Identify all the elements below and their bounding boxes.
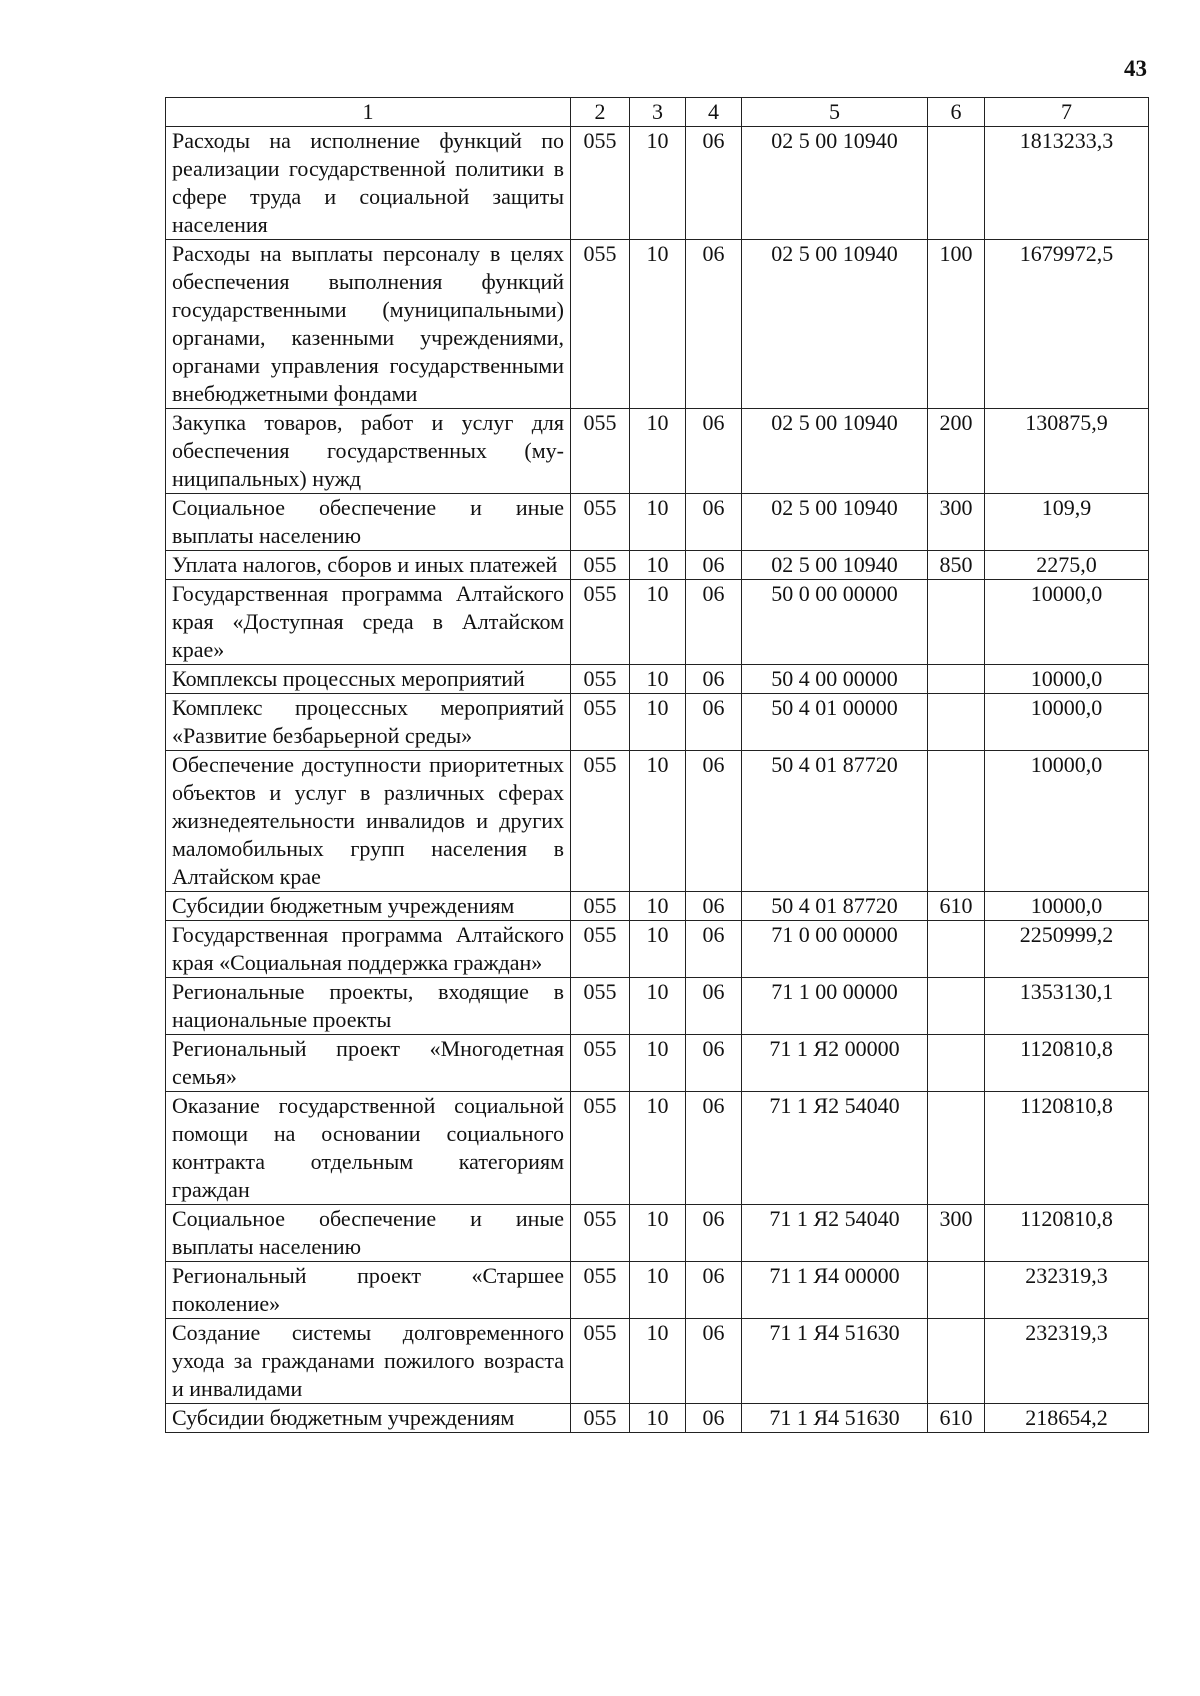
subsection-cell: 06: [686, 694, 742, 751]
header-row: [166, 98, 1149, 127]
table-row: [166, 1205, 1149, 1262]
section-cell: 10: [630, 409, 686, 494]
col-header: 2: [571, 98, 630, 127]
target-article-cell: 02 5 00 10940: [742, 494, 928, 551]
grbs-cell: 055: [571, 580, 630, 665]
subsection-cell: 06: [686, 1262, 742, 1319]
expense-type-cell: [928, 665, 985, 694]
row-name-cell: Оказание государственной социальной помощи на основании социального контракта отдельным категориям граждан: [166, 1092, 571, 1205]
expense-type-cell: [928, 921, 985, 978]
amount-cell: 10000,0: [985, 694, 1149, 751]
table-row: [166, 580, 1149, 665]
target-article-cell: 71 0 00 00000: [742, 921, 928, 978]
target-article-cell: 50 4 01 87720: [742, 892, 928, 921]
row-name-cell: Обеспечение доступности приоритетных объектов и услуг в различных сферах жизнедеятельности инвалидов и других маломобильных групп населения в Алтайском крае: [166, 751, 571, 892]
subsection-cell: 06: [686, 751, 742, 892]
row-name-cell: Субсидии бюджетным учреждениям: [166, 892, 571, 921]
table-row: [166, 1404, 1149, 1433]
target-article-cell: 02 5 00 10940: [742, 409, 928, 494]
section-cell: 10: [630, 1404, 686, 1433]
grbs-cell: 055: [571, 551, 630, 580]
subsection-cell: 06: [686, 580, 742, 665]
expense-type-cell: 610: [928, 892, 985, 921]
row-name-cell: Социальное обеспечение и иные выплаты населению: [166, 494, 571, 551]
section-cell: 10: [630, 551, 686, 580]
table-row: [166, 751, 1149, 892]
subsection-cell: 06: [686, 1404, 742, 1433]
grbs-cell: 055: [571, 1035, 630, 1092]
table-body: [166, 127, 1149, 1433]
subsection-cell: 06: [686, 921, 742, 978]
amount-cell: 10000,0: [985, 751, 1149, 892]
grbs-cell: 055: [571, 665, 630, 694]
expense-type-cell: [928, 978, 985, 1035]
row-name-cell: Субсидии бюджетным учреждениям: [166, 1404, 571, 1433]
row-name-cell: Закупка товаров, работ и услуг для обеспечения государственных (муниципальных) нужд: [166, 409, 571, 494]
expense-type-cell: 300: [928, 1205, 985, 1262]
page-number: 43: [1124, 56, 1147, 81]
target-article-cell: 02 5 00 10940: [742, 551, 928, 580]
table-row: [166, 551, 1149, 580]
amount-cell: 1813233,3: [985, 127, 1149, 240]
subsection-cell: 06: [686, 1205, 742, 1262]
section-cell: 10: [630, 580, 686, 665]
subsection-cell: 06: [686, 409, 742, 494]
amount-cell: 10000,0: [985, 892, 1149, 921]
expense-type-cell: [928, 1319, 985, 1404]
expense-type-cell: [928, 580, 985, 665]
grbs-cell: 055: [571, 494, 630, 551]
section-cell: 10: [630, 1262, 686, 1319]
subsection-cell: 06: [686, 665, 742, 694]
target-article-cell: 50 4 01 00000: [742, 694, 928, 751]
col-header: 4: [686, 98, 742, 127]
target-article-cell: 71 1 Я2 00000: [742, 1035, 928, 1092]
row-name-cell: Комплекс процессных мероприятий «Развитие безбарьерной среды»: [166, 694, 571, 751]
grbs-cell: 055: [571, 978, 630, 1035]
section-cell: 10: [630, 892, 686, 921]
target-article-cell: 71 1 Я2 54040: [742, 1205, 928, 1262]
expense-type-cell: 200: [928, 409, 985, 494]
row-name-cell: Региональный проект «Многодетная семья»: [166, 1035, 571, 1092]
grbs-cell: 055: [571, 694, 630, 751]
grbs-cell: 055: [571, 409, 630, 494]
amount-cell: 130875,9: [985, 409, 1149, 494]
amount-cell: 1120810,8: [985, 1205, 1149, 1262]
col-header: 3: [630, 98, 686, 127]
section-cell: 10: [630, 1319, 686, 1404]
table-row: [166, 1035, 1149, 1092]
expense-type-cell: [928, 1035, 985, 1092]
row-name-cell: Расходы на выплаты персоналу в целях обеспечения выполнения функций государственными (муниципальными) органами, казенными учреждениями, органами управления государственными внебюджетными фондами: [166, 240, 571, 409]
section-cell: 10: [630, 1035, 686, 1092]
grbs-cell: 055: [571, 921, 630, 978]
subsection-cell: 06: [686, 494, 742, 551]
grbs-cell: 055: [571, 1262, 630, 1319]
row-name-cell: Региональный проект «Старшее поколение»: [166, 1262, 571, 1319]
section-cell: 10: [630, 978, 686, 1035]
section-cell: 10: [630, 1092, 686, 1205]
expense-type-cell: [928, 751, 985, 892]
table-row: [166, 1262, 1149, 1319]
grbs-cell: 055: [571, 1092, 630, 1205]
target-article-cell: 50 4 00 00000: [742, 665, 928, 694]
table-row: [166, 1319, 1149, 1404]
table-row: [166, 409, 1149, 494]
table-row: [166, 127, 1149, 240]
amount-cell: 218654,2: [985, 1404, 1149, 1433]
table-row: [166, 694, 1149, 751]
subsection-cell: 06: [686, 978, 742, 1035]
subsection-cell: 06: [686, 240, 742, 409]
col-header: 5: [742, 98, 928, 127]
col-header: 6: [928, 98, 985, 127]
table-row: [166, 665, 1149, 694]
row-name-cell: Региональные проекты, входящие в национальные проекты: [166, 978, 571, 1035]
row-name-cell: Расходы на исполнение функций по реализации государственной политики в сфере труда и социальной защиты населения: [166, 127, 571, 240]
section-cell: 10: [630, 665, 686, 694]
amount-cell: 232319,3: [985, 1319, 1149, 1404]
target-article-cell: 71 1 00 00000: [742, 978, 928, 1035]
target-article-cell: 71 1 Я4 51630: [742, 1404, 928, 1433]
subsection-cell: 06: [686, 1319, 742, 1404]
row-name-cell: Социальное обеспечение и иные выплаты населению: [166, 1205, 571, 1262]
col-header: 7: [985, 98, 1149, 127]
subsection-cell: 06: [686, 1035, 742, 1092]
section-cell: 10: [630, 1205, 686, 1262]
section-cell: 10: [630, 694, 686, 751]
target-article-cell: 71 1 Я2 54040: [742, 1092, 928, 1205]
amount-cell: 232319,3: [985, 1262, 1149, 1319]
target-article-cell: 50 0 00 00000: [742, 580, 928, 665]
section-cell: 10: [630, 921, 686, 978]
grbs-cell: 055: [571, 1205, 630, 1262]
subsection-cell: 06: [686, 892, 742, 921]
amount-cell: 1120810,8: [985, 1092, 1149, 1205]
amount-cell: 2275,0: [985, 551, 1149, 580]
section-cell: 10: [630, 127, 686, 240]
amount-cell: 1679972,5: [985, 240, 1149, 409]
expense-type-cell: [928, 1262, 985, 1319]
amount-cell: 10000,0: [985, 580, 1149, 665]
target-article-cell: 71 1 Я4 51630: [742, 1319, 928, 1404]
expense-type-cell: 610: [928, 1404, 985, 1433]
expense-type-cell: 300: [928, 494, 985, 551]
subsection-cell: 06: [686, 551, 742, 580]
table-row: [166, 494, 1149, 551]
grbs-cell: 055: [571, 127, 630, 240]
grbs-cell: 055: [571, 751, 630, 892]
table-row: [166, 240, 1149, 409]
amount-cell: 2250999,2: [985, 921, 1149, 978]
section-cell: 10: [630, 751, 686, 892]
row-name-cell: Комплексы процессных мероприятий: [166, 665, 571, 694]
row-name-cell: Уплата налогов, сборов и иных платежей: [166, 551, 571, 580]
col-header: 1: [166, 98, 571, 127]
amount-cell: 10000,0: [985, 665, 1149, 694]
grbs-cell: 055: [571, 892, 630, 921]
grbs-cell: 055: [571, 1319, 630, 1404]
expense-type-cell: 100: [928, 240, 985, 409]
section-cell: 10: [630, 494, 686, 551]
target-article-cell: 02 5 00 10940: [742, 127, 928, 240]
subsection-cell: 06: [686, 127, 742, 240]
row-name-cell: Государственная программа Алтайского края «Доступная среда в Алтайском крае»: [166, 580, 571, 665]
row-name-cell: Создание системы долговременного ухода за гражданами пожилого возраста и инвалидами: [166, 1319, 571, 1404]
target-article-cell: 71 1 Я4 00000: [742, 1262, 928, 1319]
section-cell: 10: [630, 240, 686, 409]
target-article-cell: 02 5 00 10940: [742, 240, 928, 409]
budget-table: [165, 97, 1149, 1433]
subsection-cell: 06: [686, 1092, 742, 1205]
target-article-cell: 50 4 01 87720: [742, 751, 928, 892]
table-row: [166, 1092, 1149, 1205]
expense-type-cell: [928, 1092, 985, 1205]
amount-cell: 1120810,8: [985, 1035, 1149, 1092]
table-row: [166, 921, 1149, 978]
expense-type-cell: 850: [928, 551, 985, 580]
expense-type-cell: [928, 694, 985, 751]
amount-cell: 109,9: [985, 494, 1149, 551]
table-row: [166, 978, 1149, 1035]
table-row: [166, 892, 1149, 921]
amount-cell: 1353130,1: [985, 978, 1149, 1035]
expense-type-cell: [928, 127, 985, 240]
grbs-cell: 055: [571, 1404, 630, 1433]
grbs-cell: 055: [571, 240, 630, 409]
row-name-cell: Государственная программа Алтайского края «Социальная поддержка граждан»: [166, 921, 571, 978]
